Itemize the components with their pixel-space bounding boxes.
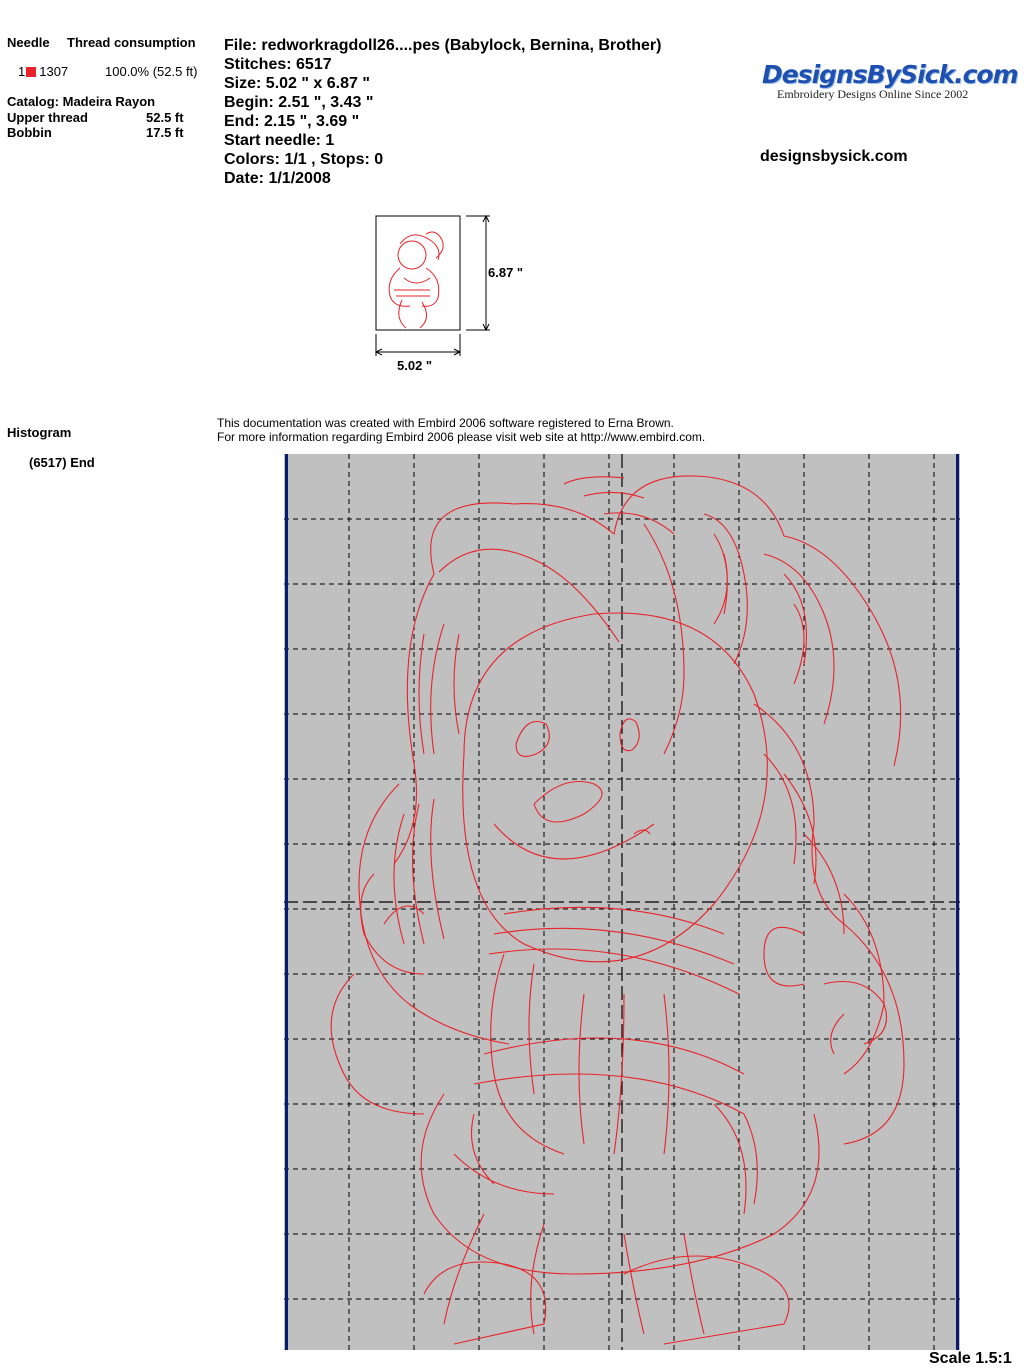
needle-header: Needle	[7, 35, 50, 50]
thread-color-swatch	[26, 67, 36, 77]
documentation-line-2: For more information regarding Embird 2006 please visit web site at http://www.embird.com.	[217, 430, 706, 444]
catalog-label: Catalog: Madeira Rayon	[7, 94, 156, 109]
bobbin-label: Bobbin	[7, 125, 52, 140]
design-thumbnail	[370, 210, 540, 380]
stitch-preview	[284, 454, 960, 1350]
design-info	[224, 36, 661, 188]
histogram-entry: (6517) End	[29, 455, 95, 470]
needle-number: 1	[18, 64, 26, 79]
thread-consumption-value: 100.0% (52.5 ft)	[105, 64, 198, 79]
website-text: designsbysick.com	[760, 148, 908, 165]
histogram-title: Histogram	[7, 425, 72, 440]
upper-thread-value: 52.5 ft	[146, 110, 184, 125]
thread-consumption-header: Thread consumption	[67, 35, 196, 50]
design-date: Date: 1/1/2008	[224, 170, 331, 187]
thread-color-code: 1307	[39, 64, 69, 79]
logo-tagline: Embroidery Designs Online Since 2002	[777, 87, 969, 101]
hoop-edge-right	[956, 454, 959, 1350]
thumbnail-width-label: 5.02 "	[397, 358, 433, 373]
colors-stops: Colors: 1/1 , Stops: 0	[224, 151, 384, 168]
start-needle: Start needle: 1	[224, 132, 335, 149]
upper-thread-label: Upper thread	[7, 110, 88, 125]
thread-row	[18, 64, 68, 79]
end-position: End: 2.15 ", 3.69 "	[224, 113, 360, 130]
thumbnail-height-label: 6.87 "	[488, 265, 524, 280]
begin-position: Begin: 2.51 ", 3.43 "	[224, 94, 374, 111]
designsbysick-logo: DesignsBySick.com	[762, 60, 1018, 89]
bobbin-value: 17.5 ft	[146, 125, 184, 140]
thumbnail-frame	[376, 216, 460, 330]
design-size: Size: 5.02 " x 6.87 "	[224, 75, 370, 92]
stitch-count: Stitches: 6517	[224, 56, 332, 73]
hoop-edge-left	[285, 454, 288, 1350]
documentation-note	[217, 416, 705, 444]
file-name: File: redworkragdoll26....pes (Babylock, Bernina, Brother)	[224, 37, 662, 54]
scale-label: Scale 1.5:1	[929, 1350, 1012, 1367]
documentation-line-1: This documentation was created with Embird 2006 software registered to Erna Brown.	[217, 416, 674, 430]
